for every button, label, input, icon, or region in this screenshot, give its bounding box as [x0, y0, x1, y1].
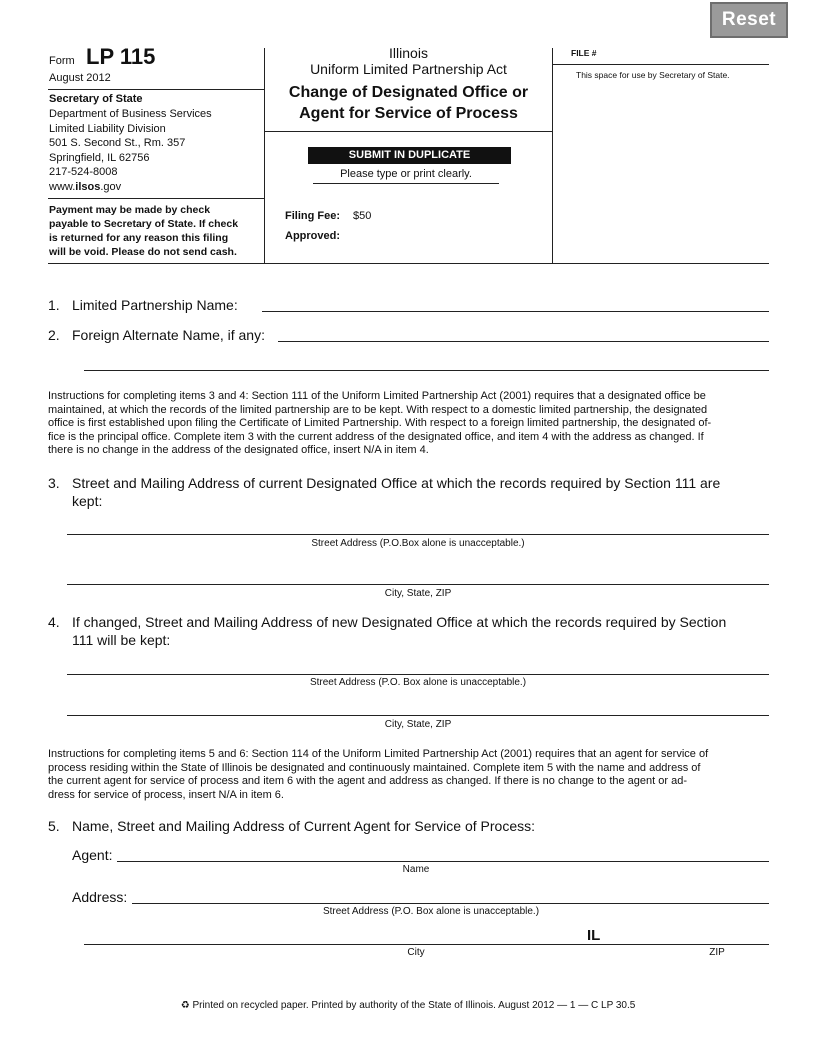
filing-fee-label: Filing Fee: [285, 210, 340, 222]
instruction-line: the current agent for service of process and item 6 with the agent and address as changed. If there is no change to the agent or ad- [48, 775, 688, 787]
item-number: 3. [48, 475, 60, 491]
current-street-address-field[interactable] [67, 534, 769, 535]
header-divider [48, 198, 264, 199]
payment-line: is returned for any reason this filing [49, 232, 229, 244]
type-note: Please type or print clearly. [340, 168, 472, 180]
state-name: Illinois [389, 45, 428, 61]
website [49, 180, 212, 195]
act-name: Uniform Limited Partnership Act [310, 61, 507, 77]
agent-label: Agent: [72, 847, 113, 863]
new-city-state-zip-field[interactable] [67, 715, 769, 716]
office-line: 217-524-8008 [49, 166, 118, 178]
office-line: 501 S. Second St., Rm. 357 [49, 137, 186, 149]
item-2 [48, 327, 768, 345]
file-label: FILE # [571, 48, 597, 58]
instruction-line: Instructions for completing items 3 and 4: Section 111 of the Uniform Limited Partnership Act (2001) requires that a designated office be [48, 390, 706, 402]
website-suffix: .gov [100, 180, 122, 193]
state-value: IL [587, 927, 601, 944]
footer-text: Printed on recycled paper. Printed by authority of the State of Illinois. August 2012 — 1 — C LP 30.5 [192, 1000, 636, 1011]
item-label-line2: 111 will be kept: [72, 632, 171, 648]
partnership-name-field[interactable] [262, 311, 769, 312]
street-address-caption: Street Address (P.O.Box alone is unacceptable.) [311, 538, 525, 549]
zip-caption: ZIP [709, 947, 725, 958]
item-1 [48, 297, 768, 315]
form-title-line1: Change of Designated Office or [288, 84, 529, 101]
item-3 [48, 474, 768, 510]
item-label: Limited Partnership Name: [72, 297, 238, 313]
instruction-line: office is first established upon filing the Certificate of Limited Partnership. With respect to a foreign limited partnership, the designated of- [48, 417, 712, 429]
agent-city-zip-field[interactable] [84, 944, 769, 945]
header-divider [552, 64, 769, 65]
item-4 [48, 613, 768, 649]
item-label-line2: kept: [72, 493, 103, 509]
item-number: 2. [48, 327, 60, 343]
footer [0, 1000, 816, 1011]
item-5 [48, 818, 768, 836]
sos-note: This space for use by Secretary of State. [576, 70, 730, 80]
form-number: LP 115 [86, 44, 156, 69]
submit-banner: SUBMIT IN DUPLICATE [308, 147, 511, 164]
item-label-line1: Street and Mailing Address of current Designated Office at which the records required by Section 111 are [72, 475, 721, 491]
instruction-line: maintained, at which the records of the limited partnership are to be kept. With respect to a domestic limited partnership, the designated [48, 403, 708, 416]
address-label: Address: [72, 889, 128, 905]
payment-line: Payment may be made by check [49, 204, 211, 216]
instruction-line: there is no change in the address of the designated office, insert N/A in item 4. [48, 444, 429, 456]
header-divider-v [264, 48, 265, 264]
item-number: 5. [48, 818, 60, 834]
payment-line: will be void. Please do not send cash. [49, 246, 237, 258]
office-line: Department of Business Services [49, 108, 212, 120]
office-line: Limited Liability Division [49, 122, 166, 135]
agent-name-field[interactable] [117, 861, 769, 862]
instruction-line: dress for service of process, insert N/A in item 6. [48, 788, 284, 801]
item-label: Name, Street and Mailing Address of Current Agent for Service of Process: [72, 818, 535, 834]
city-state-zip-caption: City, State, ZIP [384, 719, 452, 730]
header-divider-v [552, 48, 553, 264]
approved-label: Approved: [285, 230, 340, 242]
office-title: Secretary of State [49, 93, 143, 105]
filing-fee-value: $50 [353, 210, 372, 222]
item-number: 4. [48, 614, 60, 630]
reset-button[interactable]: Reset [710, 2, 788, 38]
office-address [49, 107, 212, 194]
office-line: Springfield, IL 62756 [49, 151, 150, 164]
alternate-name-field[interactable] [278, 341, 769, 342]
instruction-line: Instructions for completing items 5 and 6: Section 114 of the Uniform Limited Partnership Act (2001) requires that an agent for service of [48, 748, 709, 760]
city-caption: City [407, 947, 425, 958]
alternate-name-field-line2[interactable] [84, 370, 769, 371]
header-bottom-rule [48, 263, 769, 264]
payment-note [49, 203, 238, 259]
instruction-line: fice is the principal office. Complete item 3 with the current address of the designated office, and item 4 with the address as changed. If [48, 430, 704, 443]
street-address-caption: Street Address (P.O. Box alone is unacceptable.) [309, 677, 527, 688]
form-title-line2: Agent for Service of Process [299, 105, 518, 122]
city-state-zip-caption: City, State, ZIP [384, 588, 452, 599]
form-date: August 2012 [49, 72, 111, 84]
name-caption: Name [402, 864, 430, 875]
header-divider [264, 131, 552, 132]
website-prefix: www. [49, 180, 76, 193]
item-label-line1: If changed, Street and Mailing Address of new Designated Office at which the records required by Section [72, 614, 727, 630]
form-word: Form [49, 55, 75, 67]
payment-line: payable to Secretary of State. If check [49, 218, 239, 230]
item-number: 1. [48, 297, 60, 313]
recycle-icon: ♻ [180, 1000, 190, 1011]
agent-street-address-field[interactable] [132, 903, 769, 904]
instruction-line: process residing within the State of Illinois be designated and continuously maintained. Complete item 5 with the name and address of [48, 761, 701, 774]
street-address-caption: Street Address (P.O. Box alone is unacceptable.) [322, 906, 540, 917]
instructions-items-5-6 [48, 748, 770, 802]
current-city-state-zip-field[interactable] [67, 584, 769, 585]
instructions-items-3-4 [48, 390, 770, 458]
website-bold: ilsos [75, 180, 101, 193]
item-label: Foreign Alternate Name, if any: [72, 327, 265, 343]
header-divider [48, 89, 264, 90]
new-street-address-field[interactable] [67, 674, 769, 675]
type-note-underline [313, 183, 499, 184]
